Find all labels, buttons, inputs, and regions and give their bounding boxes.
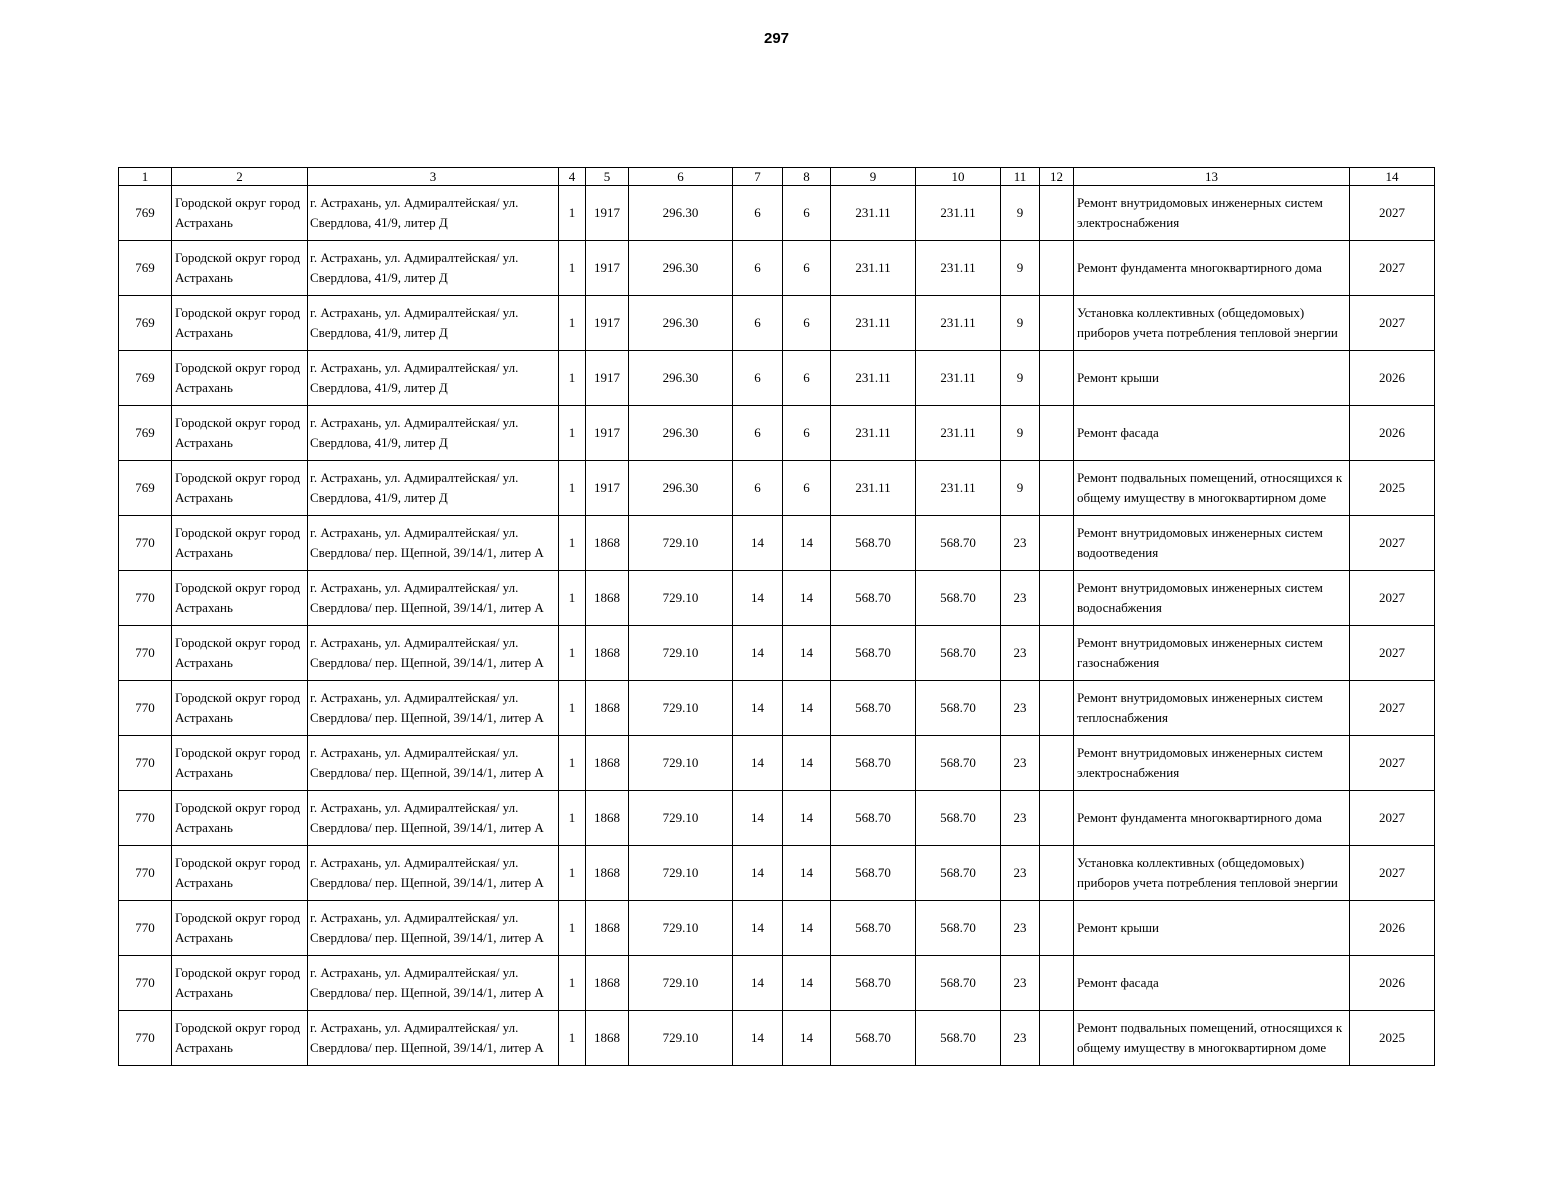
planned-year-cell: 2027 bbox=[1350, 296, 1435, 351]
municipality-cell: Городской округ город Астрахань bbox=[172, 571, 308, 626]
col9-cell: 568.70 bbox=[831, 956, 916, 1011]
col10-cell: 568.70 bbox=[916, 846, 1001, 901]
col11-cell: 23 bbox=[1001, 626, 1040, 681]
col9-cell: 568.70 bbox=[831, 901, 916, 956]
record-number-cell: 769 bbox=[119, 351, 172, 406]
col12-cell bbox=[1040, 846, 1074, 901]
address-cell: г. Астрахань, ул. Адмиралтейская/ ул. Свердлова/ пер. Щепной, 39/14/1, литер А bbox=[308, 736, 559, 791]
col8-cell: 6 bbox=[783, 296, 831, 351]
col12-cell bbox=[1040, 736, 1074, 791]
col8-cell: 14 bbox=[783, 681, 831, 736]
municipality-cell: Городской округ город Астрахань bbox=[172, 681, 308, 736]
address-cell: г. Астрахань, ул. Адмиралтейская/ ул. Свердлова/ пер. Щепной, 39/14/1, литер А bbox=[308, 956, 559, 1011]
col4-cell: 1 bbox=[559, 186, 586, 241]
col9-cell: 568.70 bbox=[831, 1011, 916, 1066]
planned-year-cell: 2027 bbox=[1350, 736, 1435, 791]
address-cell: г. Астрахань, ул. Адмиралтейская/ ул. Свердлова/ пер. Щепной, 39/14/1, литер А bbox=[308, 846, 559, 901]
header-cell: 11 bbox=[1001, 168, 1040, 186]
col4-cell: 1 bbox=[559, 901, 586, 956]
address-cell: г. Астрахань, ул. Адмиралтейская/ ул. Свердлова/ пер. Щепной, 39/14/1, литер А bbox=[308, 626, 559, 681]
planned-year-cell: 2026 bbox=[1350, 956, 1435, 1011]
col11-cell: 23 bbox=[1001, 901, 1040, 956]
col10-cell: 568.70 bbox=[916, 901, 1001, 956]
total-area-cell: 296.30 bbox=[629, 241, 733, 296]
col4-cell: 1 bbox=[559, 791, 586, 846]
total-area-cell: 729.10 bbox=[629, 901, 733, 956]
col4-cell: 1 bbox=[559, 241, 586, 296]
col11-cell: 23 bbox=[1001, 1011, 1040, 1066]
col8-cell: 6 bbox=[783, 406, 831, 461]
total-area-cell: 729.10 bbox=[629, 516, 733, 571]
record-number-cell: 770 bbox=[119, 626, 172, 681]
municipality-cell: Городской округ город Астрахань bbox=[172, 186, 308, 241]
table-row bbox=[119, 296, 1435, 351]
work-type-cell: Ремонт крыши bbox=[1074, 351, 1350, 406]
col11-cell: 9 bbox=[1001, 186, 1040, 241]
col8-cell: 14 bbox=[783, 626, 831, 681]
col12-cell bbox=[1040, 296, 1074, 351]
year-built-cell: 1868 bbox=[586, 626, 629, 681]
record-number-cell: 769 bbox=[119, 186, 172, 241]
work-type-cell: Ремонт фундамента многоквартирного дома bbox=[1074, 241, 1350, 296]
planned-year-cell: 2026 bbox=[1350, 901, 1435, 956]
planned-year-cell: 2027 bbox=[1350, 846, 1435, 901]
col7-cell: 14 bbox=[733, 846, 783, 901]
col9-cell: 568.70 bbox=[831, 571, 916, 626]
municipality-cell: Городской округ город Астрахань bbox=[172, 901, 308, 956]
year-built-cell: 1917 bbox=[586, 461, 629, 516]
header-cell: 14 bbox=[1350, 168, 1435, 186]
work-type-cell: Ремонт подвальных помещений, относящихся к общему имуществу в многоквартирном доме bbox=[1074, 461, 1350, 516]
municipality-cell: Городской округ город Астрахань bbox=[172, 626, 308, 681]
work-type-cell: Ремонт фасада bbox=[1074, 406, 1350, 461]
col10-cell: 568.70 bbox=[916, 626, 1001, 681]
col10-cell: 568.70 bbox=[916, 956, 1001, 1011]
col8-cell: 6 bbox=[783, 241, 831, 296]
col10-cell: 568.70 bbox=[916, 571, 1001, 626]
col11-cell: 9 bbox=[1001, 241, 1040, 296]
municipality-cell: Городской округ город Астрахань bbox=[172, 1011, 308, 1066]
year-built-cell: 1868 bbox=[586, 571, 629, 626]
address-cell: г. Астрахань, ул. Адмиралтейская/ ул. Свердлова, 41/9, литер Д bbox=[308, 406, 559, 461]
header-cell: 1 bbox=[119, 168, 172, 186]
col7-cell: 14 bbox=[733, 736, 783, 791]
col12-cell bbox=[1040, 406, 1074, 461]
header-cell: 8 bbox=[783, 168, 831, 186]
municipality-cell: Городской округ город Астрахань bbox=[172, 296, 308, 351]
planned-year-cell: 2026 bbox=[1350, 406, 1435, 461]
header-row bbox=[119, 168, 1435, 186]
col10-cell: 568.70 bbox=[916, 1011, 1001, 1066]
table-row bbox=[119, 351, 1435, 406]
work-type-cell: Ремонт фундамента многоквартирного дома bbox=[1074, 791, 1350, 846]
col10-cell: 231.11 bbox=[916, 406, 1001, 461]
col11-cell: 23 bbox=[1001, 736, 1040, 791]
header-cell: 2 bbox=[172, 168, 308, 186]
municipality-cell: Городской округ город Астрахань bbox=[172, 846, 308, 901]
total-area-cell: 729.10 bbox=[629, 681, 733, 736]
table-row bbox=[119, 736, 1435, 791]
col8-cell: 14 bbox=[783, 571, 831, 626]
col12-cell bbox=[1040, 461, 1074, 516]
col7-cell: 14 bbox=[733, 956, 783, 1011]
col4-cell: 1 bbox=[559, 736, 586, 791]
col7-cell: 6 bbox=[733, 186, 783, 241]
table-row bbox=[119, 571, 1435, 626]
year-built-cell: 1868 bbox=[586, 516, 629, 571]
year-built-cell: 1868 bbox=[586, 1011, 629, 1066]
address-cell: г. Астрахань, ул. Адмиралтейская/ ул. Свердлова/ пер. Щепной, 39/14/1, литер А bbox=[308, 791, 559, 846]
planned-year-cell: 2025 bbox=[1350, 461, 1435, 516]
planned-year-cell: 2027 bbox=[1350, 571, 1435, 626]
table-row bbox=[119, 186, 1435, 241]
col11-cell: 9 bbox=[1001, 461, 1040, 516]
year-built-cell: 1868 bbox=[586, 846, 629, 901]
work-type-cell: Установка коллективных (общедомовых) приборов учета потребления тепловой энергии bbox=[1074, 846, 1350, 901]
address-cell: г. Астрахань, ул. Адмиралтейская/ ул. Свердлова, 41/9, литер Д bbox=[308, 186, 559, 241]
col10-cell: 568.70 bbox=[916, 516, 1001, 571]
municipality-cell: Городской округ город Астрахань bbox=[172, 241, 308, 296]
col8-cell: 6 bbox=[783, 186, 831, 241]
table-row bbox=[119, 791, 1435, 846]
col12-cell bbox=[1040, 956, 1074, 1011]
col10-cell: 231.11 bbox=[916, 186, 1001, 241]
col4-cell: 1 bbox=[559, 681, 586, 736]
col7-cell: 14 bbox=[733, 571, 783, 626]
col7-cell: 6 bbox=[733, 241, 783, 296]
record-number-cell: 769 bbox=[119, 406, 172, 461]
col4-cell: 1 bbox=[559, 626, 586, 681]
planned-year-cell: 2027 bbox=[1350, 626, 1435, 681]
header-cell: 4 bbox=[559, 168, 586, 186]
col10-cell: 231.11 bbox=[916, 461, 1001, 516]
record-number-cell: 770 bbox=[119, 901, 172, 956]
year-built-cell: 1917 bbox=[586, 186, 629, 241]
header-cell: 12 bbox=[1040, 168, 1074, 186]
col9-cell: 568.70 bbox=[831, 846, 916, 901]
record-number-cell: 770 bbox=[119, 846, 172, 901]
col11-cell: 23 bbox=[1001, 956, 1040, 1011]
col12-cell bbox=[1040, 516, 1074, 571]
col10-cell: 568.70 bbox=[916, 791, 1001, 846]
total-area-cell: 296.30 bbox=[629, 461, 733, 516]
header-cell: 6 bbox=[629, 168, 733, 186]
col4-cell: 1 bbox=[559, 571, 586, 626]
col11-cell: 23 bbox=[1001, 791, 1040, 846]
table-body bbox=[119, 186, 1435, 1066]
total-area-cell: 729.10 bbox=[629, 736, 733, 791]
col10-cell: 231.11 bbox=[916, 241, 1001, 296]
col9-cell: 568.70 bbox=[831, 626, 916, 681]
col8-cell: 14 bbox=[783, 1011, 831, 1066]
total-area-cell: 296.30 bbox=[629, 296, 733, 351]
year-built-cell: 1868 bbox=[586, 901, 629, 956]
col8-cell: 14 bbox=[783, 901, 831, 956]
header-cell: 10 bbox=[916, 168, 1001, 186]
total-area-cell: 296.30 bbox=[629, 406, 733, 461]
col8-cell: 6 bbox=[783, 461, 831, 516]
planned-year-cell: 2026 bbox=[1350, 351, 1435, 406]
col7-cell: 6 bbox=[733, 461, 783, 516]
col7-cell: 14 bbox=[733, 516, 783, 571]
record-number-cell: 770 bbox=[119, 516, 172, 571]
address-cell: г. Астрахань, ул. Адмиралтейская/ ул. Свердлова/ пер. Щепной, 39/14/1, литер А bbox=[308, 516, 559, 571]
col12-cell bbox=[1040, 571, 1074, 626]
col8-cell: 14 bbox=[783, 956, 831, 1011]
work-type-cell: Ремонт внутридомовых инженерных систем электроснабжения bbox=[1074, 736, 1350, 791]
col9-cell: 231.11 bbox=[831, 241, 916, 296]
col7-cell: 14 bbox=[733, 681, 783, 736]
col4-cell: 1 bbox=[559, 846, 586, 901]
year-built-cell: 1868 bbox=[586, 956, 629, 1011]
address-cell: г. Астрахань, ул. Адмиралтейская/ ул. Свердлова/ пер. Щепной, 39/14/1, литер А bbox=[308, 1011, 559, 1066]
total-area-cell: 729.10 bbox=[629, 571, 733, 626]
record-number-cell: 770 bbox=[119, 681, 172, 736]
col12-cell bbox=[1040, 901, 1074, 956]
municipality-cell: Городской округ город Астрахань bbox=[172, 406, 308, 461]
year-built-cell: 1868 bbox=[586, 681, 629, 736]
col12-cell bbox=[1040, 186, 1074, 241]
col11-cell: 23 bbox=[1001, 571, 1040, 626]
total-area-cell: 729.10 bbox=[629, 791, 733, 846]
col10-cell: 231.11 bbox=[916, 351, 1001, 406]
work-type-cell: Ремонт внутридомовых инженерных систем водоснабжения bbox=[1074, 571, 1350, 626]
col11-cell: 23 bbox=[1001, 846, 1040, 901]
table-row bbox=[119, 626, 1435, 681]
record-number-cell: 769 bbox=[119, 461, 172, 516]
total-area-cell: 729.10 bbox=[629, 1011, 733, 1066]
col9-cell: 568.70 bbox=[831, 681, 916, 736]
col12-cell bbox=[1040, 626, 1074, 681]
col11-cell: 23 bbox=[1001, 681, 1040, 736]
record-number-cell: 770 bbox=[119, 571, 172, 626]
header-cell: 13 bbox=[1074, 168, 1350, 186]
planned-year-cell: 2027 bbox=[1350, 241, 1435, 296]
table-row bbox=[119, 846, 1435, 901]
header-cell: 3 bbox=[308, 168, 559, 186]
address-cell: г. Астрахань, ул. Адмиралтейская/ ул. Свердлова/ пер. Щепной, 39/14/1, литер А bbox=[308, 571, 559, 626]
page-number: 297 bbox=[763, 30, 790, 47]
col8-cell: 14 bbox=[783, 736, 831, 791]
table-row bbox=[119, 956, 1435, 1011]
address-cell: г. Астрахань, ул. Адмиралтейская/ ул. Свердлова, 41/9, литер Д bbox=[308, 351, 559, 406]
address-cell: г. Астрахань, ул. Адмиралтейская/ ул. Свердлова, 41/9, литер Д bbox=[308, 296, 559, 351]
address-cell: г. Астрахань, ул. Адмиралтейская/ ул. Свердлова, 41/9, литер Д bbox=[308, 241, 559, 296]
work-type-cell: Ремонт подвальных помещений, относящихся к общему имуществу в многоквартирном доме bbox=[1074, 1011, 1350, 1066]
table-row bbox=[119, 681, 1435, 736]
table-row bbox=[119, 461, 1435, 516]
col4-cell: 1 bbox=[559, 296, 586, 351]
col7-cell: 6 bbox=[733, 406, 783, 461]
address-cell: г. Астрахань, ул. Адмиралтейская/ ул. Свердлова/ пер. Щепной, 39/14/1, литер А bbox=[308, 901, 559, 956]
col12-cell bbox=[1040, 1011, 1074, 1066]
total-area-cell: 729.10 bbox=[629, 956, 733, 1011]
col4-cell: 1 bbox=[559, 516, 586, 571]
col11-cell: 23 bbox=[1001, 516, 1040, 571]
col4-cell: 1 bbox=[559, 406, 586, 461]
col9-cell: 231.11 bbox=[831, 461, 916, 516]
col8-cell: 14 bbox=[783, 516, 831, 571]
total-area-cell: 729.10 bbox=[629, 846, 733, 901]
address-cell: г. Астрахань, ул. Адмиралтейская/ ул. Свердлова/ пер. Щепной, 39/14/1, литер А bbox=[308, 681, 559, 736]
col9-cell: 231.11 bbox=[831, 186, 916, 241]
col7-cell: 14 bbox=[733, 901, 783, 956]
table-row bbox=[119, 516, 1435, 571]
record-number-cell: 770 bbox=[119, 791, 172, 846]
col9-cell: 231.11 bbox=[831, 406, 916, 461]
work-type-cell: Ремонт внутридомовых инженерных систем теплоснабжения bbox=[1074, 681, 1350, 736]
record-number-cell: 770 bbox=[119, 1011, 172, 1066]
col12-cell bbox=[1040, 241, 1074, 296]
year-built-cell: 1868 bbox=[586, 736, 629, 791]
record-number-cell: 770 bbox=[119, 956, 172, 1011]
municipality-cell: Городской округ город Астрахань bbox=[172, 736, 308, 791]
municipality-cell: Городской округ город Астрахань bbox=[172, 956, 308, 1011]
col7-cell: 6 bbox=[733, 351, 783, 406]
col4-cell: 1 bbox=[559, 351, 586, 406]
municipality-cell: Городской округ город Астрахань bbox=[172, 791, 308, 846]
record-number-cell: 769 bbox=[119, 296, 172, 351]
total-area-cell: 729.10 bbox=[629, 626, 733, 681]
year-built-cell: 1917 bbox=[586, 351, 629, 406]
municipality-cell: Городской округ город Астрахань bbox=[172, 516, 308, 571]
col11-cell: 9 bbox=[1001, 296, 1040, 351]
table-row bbox=[119, 406, 1435, 461]
col12-cell bbox=[1040, 351, 1074, 406]
municipality-cell: Городской округ город Астрахань bbox=[172, 461, 308, 516]
total-area-cell: 296.30 bbox=[629, 186, 733, 241]
col8-cell: 14 bbox=[783, 791, 831, 846]
col9-cell: 568.70 bbox=[831, 516, 916, 571]
planned-year-cell: 2027 bbox=[1350, 186, 1435, 241]
header-cell: 7 bbox=[733, 168, 783, 186]
col7-cell: 6 bbox=[733, 296, 783, 351]
record-number-cell: 770 bbox=[119, 736, 172, 791]
col8-cell: 14 bbox=[783, 846, 831, 901]
table-row bbox=[119, 1011, 1435, 1066]
col4-cell: 1 bbox=[559, 1011, 586, 1066]
total-area-cell: 296.30 bbox=[629, 351, 733, 406]
col11-cell: 9 bbox=[1001, 406, 1040, 461]
record-number-cell: 769 bbox=[119, 241, 172, 296]
col12-cell bbox=[1040, 791, 1074, 846]
col7-cell: 14 bbox=[733, 1011, 783, 1066]
header-cell: 9 bbox=[831, 168, 916, 186]
col4-cell: 1 bbox=[559, 956, 586, 1011]
col12-cell bbox=[1040, 681, 1074, 736]
planned-year-cell: 2027 bbox=[1350, 791, 1435, 846]
planned-year-cell: 2025 bbox=[1350, 1011, 1435, 1066]
work-type-cell: Ремонт внутридомовых инженерных систем газоснабжения bbox=[1074, 626, 1350, 681]
col10-cell: 568.70 bbox=[916, 681, 1001, 736]
col9-cell: 568.70 bbox=[831, 736, 916, 791]
year-built-cell: 1917 bbox=[586, 296, 629, 351]
col9-cell: 231.11 bbox=[831, 296, 916, 351]
col7-cell: 14 bbox=[733, 791, 783, 846]
col9-cell: 568.70 bbox=[831, 791, 916, 846]
year-built-cell: 1868 bbox=[586, 791, 629, 846]
work-type-cell: Ремонт фасада bbox=[1074, 956, 1350, 1011]
municipality-cell: Городской округ город Астрахань bbox=[172, 351, 308, 406]
planned-year-cell: 2027 bbox=[1350, 516, 1435, 571]
header-cell: 5 bbox=[586, 168, 629, 186]
table-row bbox=[119, 241, 1435, 296]
work-type-cell: Ремонт крыши bbox=[1074, 901, 1350, 956]
col10-cell: 231.11 bbox=[916, 296, 1001, 351]
work-type-cell: Установка коллективных (общедомовых) приборов учета потребления тепловой энергии bbox=[1074, 296, 1350, 351]
year-built-cell: 1917 bbox=[586, 406, 629, 461]
planned-year-cell: 2027 bbox=[1350, 681, 1435, 736]
address-cell: г. Астрахань, ул. Адмиралтейская/ ул. Свердлова, 41/9, литер Д bbox=[308, 461, 559, 516]
year-built-cell: 1917 bbox=[586, 241, 629, 296]
col7-cell: 14 bbox=[733, 626, 783, 681]
col10-cell: 568.70 bbox=[916, 736, 1001, 791]
registry-table bbox=[118, 167, 1435, 1066]
col8-cell: 6 bbox=[783, 351, 831, 406]
col11-cell: 9 bbox=[1001, 351, 1040, 406]
col4-cell: 1 bbox=[559, 461, 586, 516]
work-type-cell: Ремонт внутридомовых инженерных систем водоотведения bbox=[1074, 516, 1350, 571]
work-type-cell: Ремонт внутридомовых инженерных систем электроснабжения bbox=[1074, 186, 1350, 241]
col9-cell: 231.11 bbox=[831, 351, 916, 406]
table-row bbox=[119, 901, 1435, 956]
